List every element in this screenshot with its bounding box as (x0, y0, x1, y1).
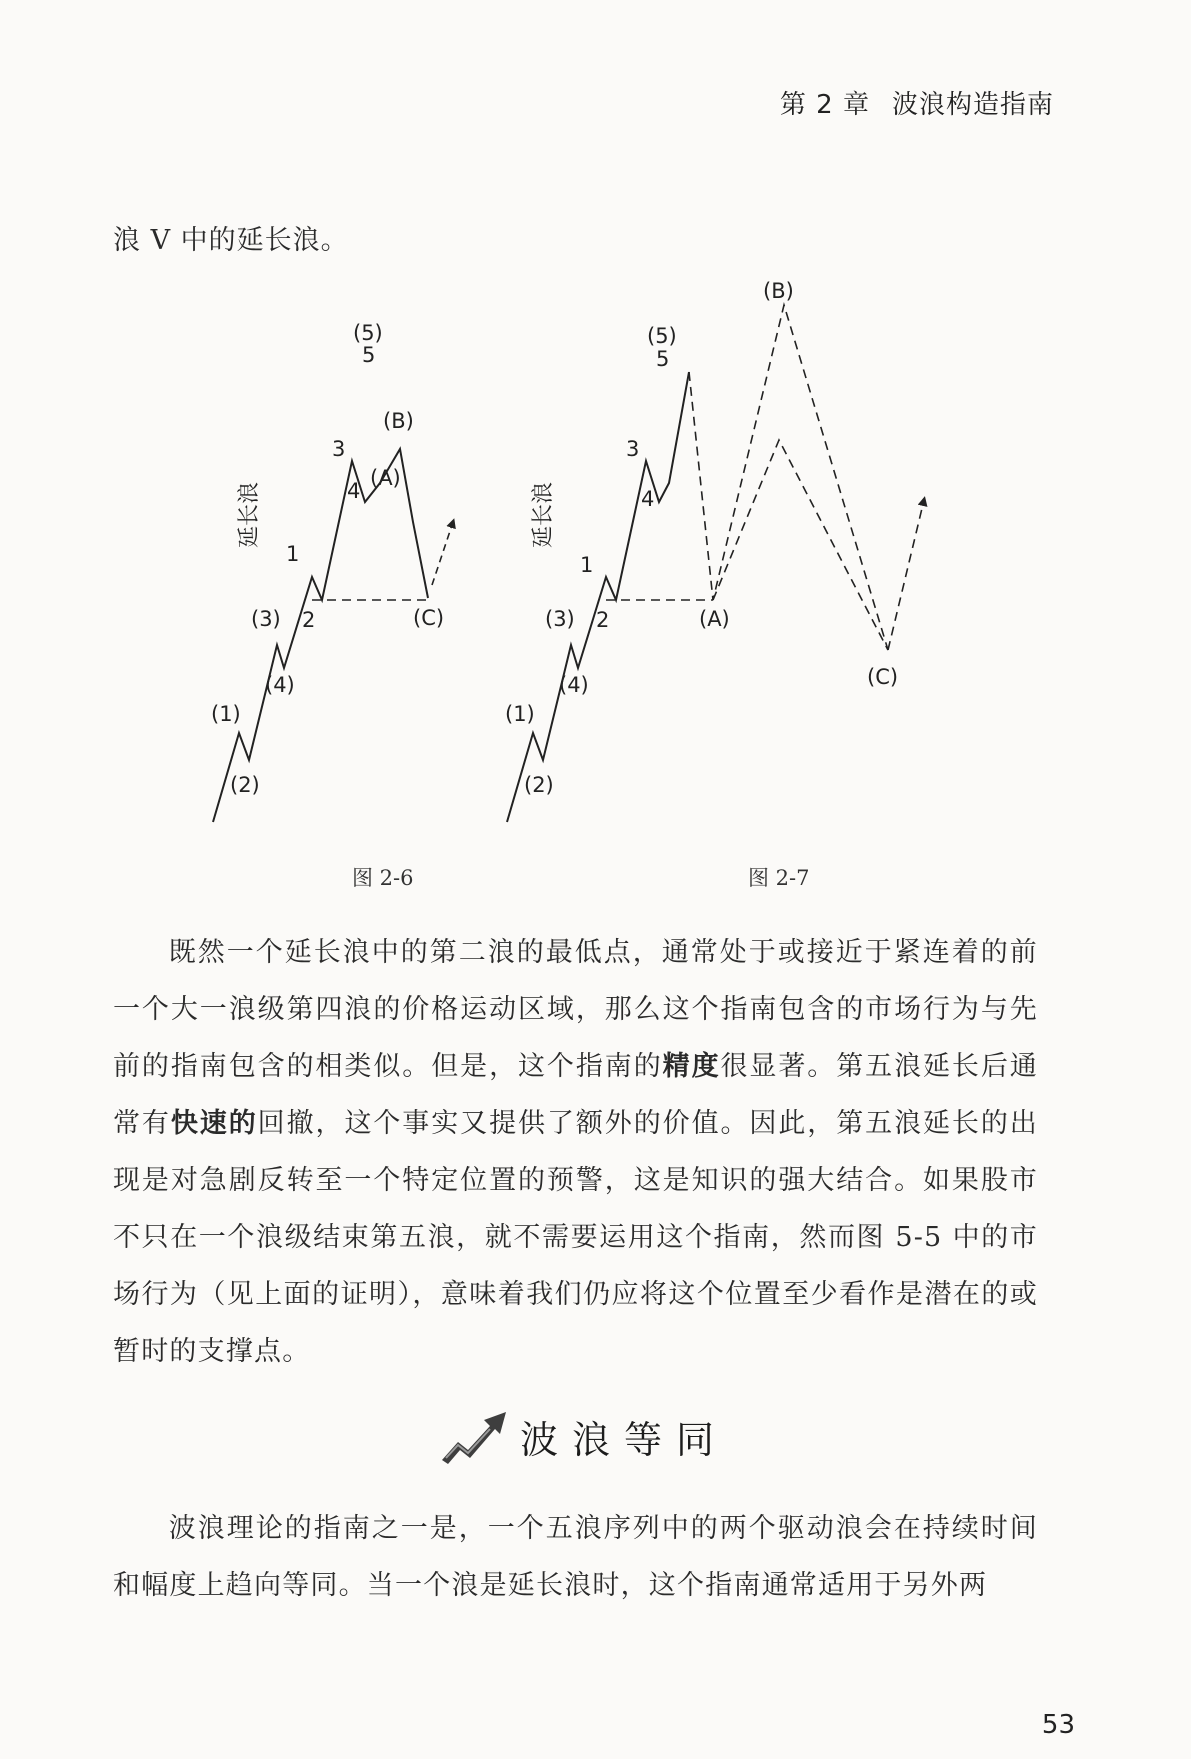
figure-2-7-diagram (505, 279, 924, 822)
emphasis-fast: 快速的 (170, 1108, 258, 1139)
figure-2-6-diagram (211, 321, 453, 822)
figure-2-6-caption: 图 2-6 (352, 866, 414, 890)
paragraph-wave-equality (113, 1500, 1038, 1614)
header-chapter: 第 2 章 (779, 90, 870, 120)
page-number: 53 (1041, 1710, 1075, 1740)
label-wave-3-major: (3) (251, 607, 281, 631)
wave-figures (0, 265, 1191, 875)
label-wave-a: (A) (699, 607, 730, 631)
label-wave-1-major: (1) (505, 702, 535, 726)
paragraph2-text: 波浪理论的指南之一是，一个五浪序列中的两个驱动浪会在持续时间和幅度上趋向等同。当一个浪是延长浪时，这个指南通常适用于另外两 (113, 1513, 1038, 1601)
label-wave-c: (C) (413, 606, 445, 630)
header-title: 波浪构造指南 (891, 90, 1054, 120)
label-wave-b: (B) (383, 409, 414, 433)
section-heading (440, 1408, 728, 1464)
label-wave-3-minor: 3 (332, 437, 346, 461)
label-wave-5-minor: 5 (362, 343, 376, 367)
label-wave-2-major: (2) (230, 773, 260, 797)
paragraph1-text-1: 既然一个延长浪中的第二浪的最低点，通常处于或接近于紧连着的前一个大一浪级第四浪的价格运动区域，那么这个指南包含的市场行为与先前的指南包含的相类似。但是，这个指南的 (113, 937, 1038, 1082)
rising-arrow-icon (440, 1408, 510, 1464)
label-wave-4-minor: 4 (641, 487, 655, 511)
correction-path-outer (689, 305, 888, 650)
label-wave-5-major: (5) (647, 324, 677, 348)
intro-line: 浪 V 中的延长浪。 (113, 225, 349, 256)
paragraph-extension-guideline (113, 924, 1038, 1380)
label-wave-3-minor: 3 (626, 437, 640, 461)
label-wave-4-major: (4) (559, 673, 589, 697)
extension-wave-label: 延长浪 (531, 481, 556, 548)
label-wave-5-minor: 5 (656, 347, 670, 371)
label-wave-5-major: (5) (353, 321, 383, 345)
running-header (780, 84, 1054, 121)
label-wave-3-major: (3) (545, 607, 575, 631)
extension-wave-label: 延长浪 (237, 481, 262, 548)
impulse-wave-path (507, 372, 689, 822)
label-wave-2-minor: 2 (596, 608, 610, 632)
paragraph1-text-3: 回撤，这个事实又提供了额外的价值。因此，第五浪延长的出现是对急剧反转至一个特定位置的预警，这是知识的强大结合。如果股市不只在一个浪级结束第五浪，就不需要运用这个指南，然而图 5-5 中的市场行为（见上面的证明），意味着我们仍应将这个位置至少看作是潜在的或暂时的支撑点。 (113, 1108, 1038, 1367)
label-wave-b: (B) (763, 279, 794, 303)
label-wave-a: (A) (370, 466, 401, 490)
label-wave-4-minor: 4 (347, 479, 361, 503)
continuation-arrow (432, 522, 453, 585)
label-wave-2-major: (2) (524, 773, 554, 797)
correction-path-inner (713, 440, 888, 650)
label-wave-1-minor: 1 (286, 542, 300, 566)
section-title: 波浪等同 (520, 1417, 729, 1462)
continuation-arrow (888, 500, 924, 650)
emphasis-precision: 精度 (662, 1051, 721, 1082)
label-wave-4-major: (4) (265, 673, 295, 697)
label-wave-c: (C) (867, 665, 899, 689)
label-wave-2-minor: 2 (302, 608, 316, 632)
label-wave-1-major: (1) (211, 702, 241, 726)
figure-2-7-caption: 图 2-7 (748, 866, 810, 890)
paragraph1-text-2: 很显著。第五浪延长后通常有 (113, 1051, 1038, 1139)
label-wave-1-minor: 1 (580, 553, 594, 577)
